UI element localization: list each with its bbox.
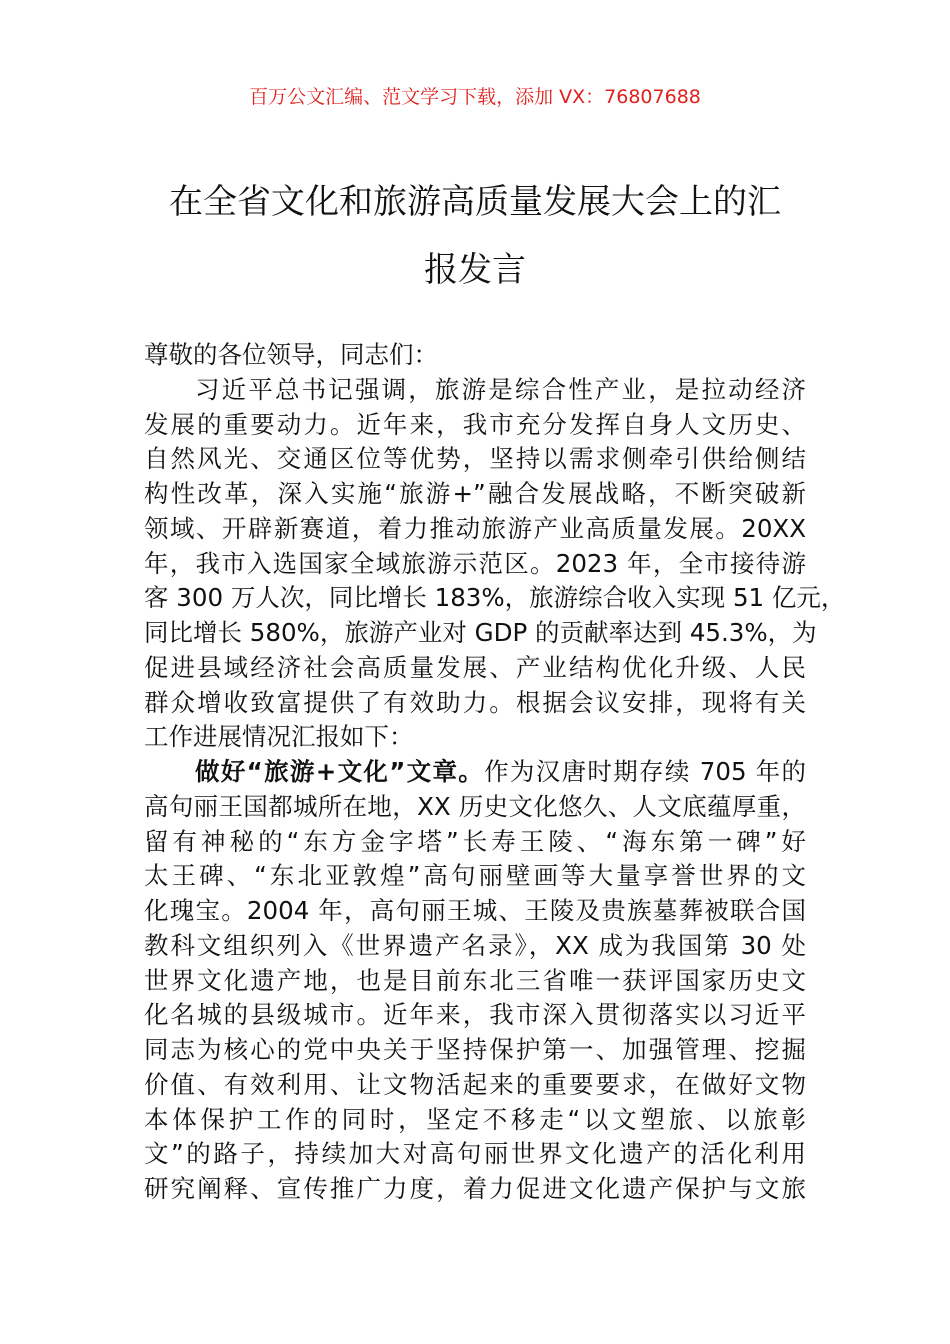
text-line: 留有神秘的“东方金字塔”长寿王陵、“海东第一碑”好 bbox=[144, 826, 806, 856]
document-title-line-2: 报发言 bbox=[424, 250, 526, 290]
text-line: 同志为核心的党中央关于坚持保护第一、加强管理、挖掘 bbox=[144, 1035, 806, 1064]
paragraph-2-first-line-text: 作为汉唐时期存续 705 年的 bbox=[484, 757, 806, 786]
watermark-header: 百万公文汇编、范文学习下载，添加 VX：76807688 bbox=[249, 86, 701, 108]
text-line: 构性改革，深入实施“旅游+”融合发展战略，不断突破新 bbox=[144, 479, 806, 508]
text-line: 发展的重要动力。近年来，我市充分发挥自身人文历史、 bbox=[144, 409, 806, 439]
text-line: 世界文化遗产地，也是目前东北三省唯一获评国家历史文 bbox=[144, 965, 806, 995]
text-line: 习近平总书记强调，旅游是综合性产业，是拉动经济 bbox=[195, 374, 806, 404]
text-line: 价值、有效利用、让文物活起来的重要要求，在做好文物 bbox=[144, 1069, 806, 1099]
text-line: 群众增收致富提供了有效助力。根据会议安排，现将有关 bbox=[144, 687, 806, 717]
text-line: 自然风光、交通区位等优势，坚持以需求侧牵引供给侧结 bbox=[144, 444, 806, 474]
paragraph-2-first-line bbox=[144, 755, 806, 790]
text-line: 太王碑、“东北亚敦煌”高句丽壁画等大量享誉世界的文 bbox=[144, 861, 806, 891]
text-line: 教科文组织列入《世界遗产名录》，XX 成为我国第 30 处 bbox=[144, 930, 806, 960]
text-line: 促进县域经济社会高质量发展、产业结构优化升级、人民 bbox=[144, 652, 806, 682]
paragraph-2-heading: 做好“旅游+文化”文章。 bbox=[195, 757, 485, 786]
text-line: 高句丽王国都城所在地，XX 历史文化悠久、人文底蕴厚重， bbox=[144, 791, 806, 821]
document-title-line-1: 在全省文化和旅游高质量发展大会上的汇 bbox=[169, 182, 781, 222]
text-line: 年，我市入选国家全域旅游示范区。2023 年，全市接待游 bbox=[144, 548, 806, 578]
text-line: 客 300 万人次，同比增长 183%，旅游综合收入实现 51 亿元， bbox=[144, 583, 846, 613]
text-line: 研究阐释、宣传推广力度，着力促进文化遗产保护与文旅 bbox=[144, 1174, 806, 1203]
text-line: 同比增长 580%，旅游产业对 GDP 的贡献率达到 45.3%，为 bbox=[144, 618, 817, 647]
text-line: 本体保护工作的同时，坚定不移走“以文塑旅、以旅彰 bbox=[144, 1104, 806, 1134]
salutation: 尊敬的各位领导，同志们： bbox=[144, 340, 438, 369]
text-line: 化瑰宝。2004 年，高句丽王城、王陵及贵族墓葬被联合国 bbox=[144, 896, 806, 925]
paragraph-2 bbox=[144, 790, 806, 1207]
document-body bbox=[144, 338, 846, 1207]
text-line: 文”的路子，持续加大对高句丽世界文化遗产的活化利用 bbox=[144, 1139, 806, 1169]
paragraph-1 bbox=[144, 373, 846, 755]
text-line: 化名城的县级城市。近年来，我市深入贯彻落实以习近平 bbox=[144, 1000, 806, 1030]
text-line: 工作进展情况汇报如下： bbox=[144, 722, 414, 752]
text-line: 领域、开辟新赛道，着力推动旅游产业高质量发展。20XX bbox=[144, 513, 806, 543]
